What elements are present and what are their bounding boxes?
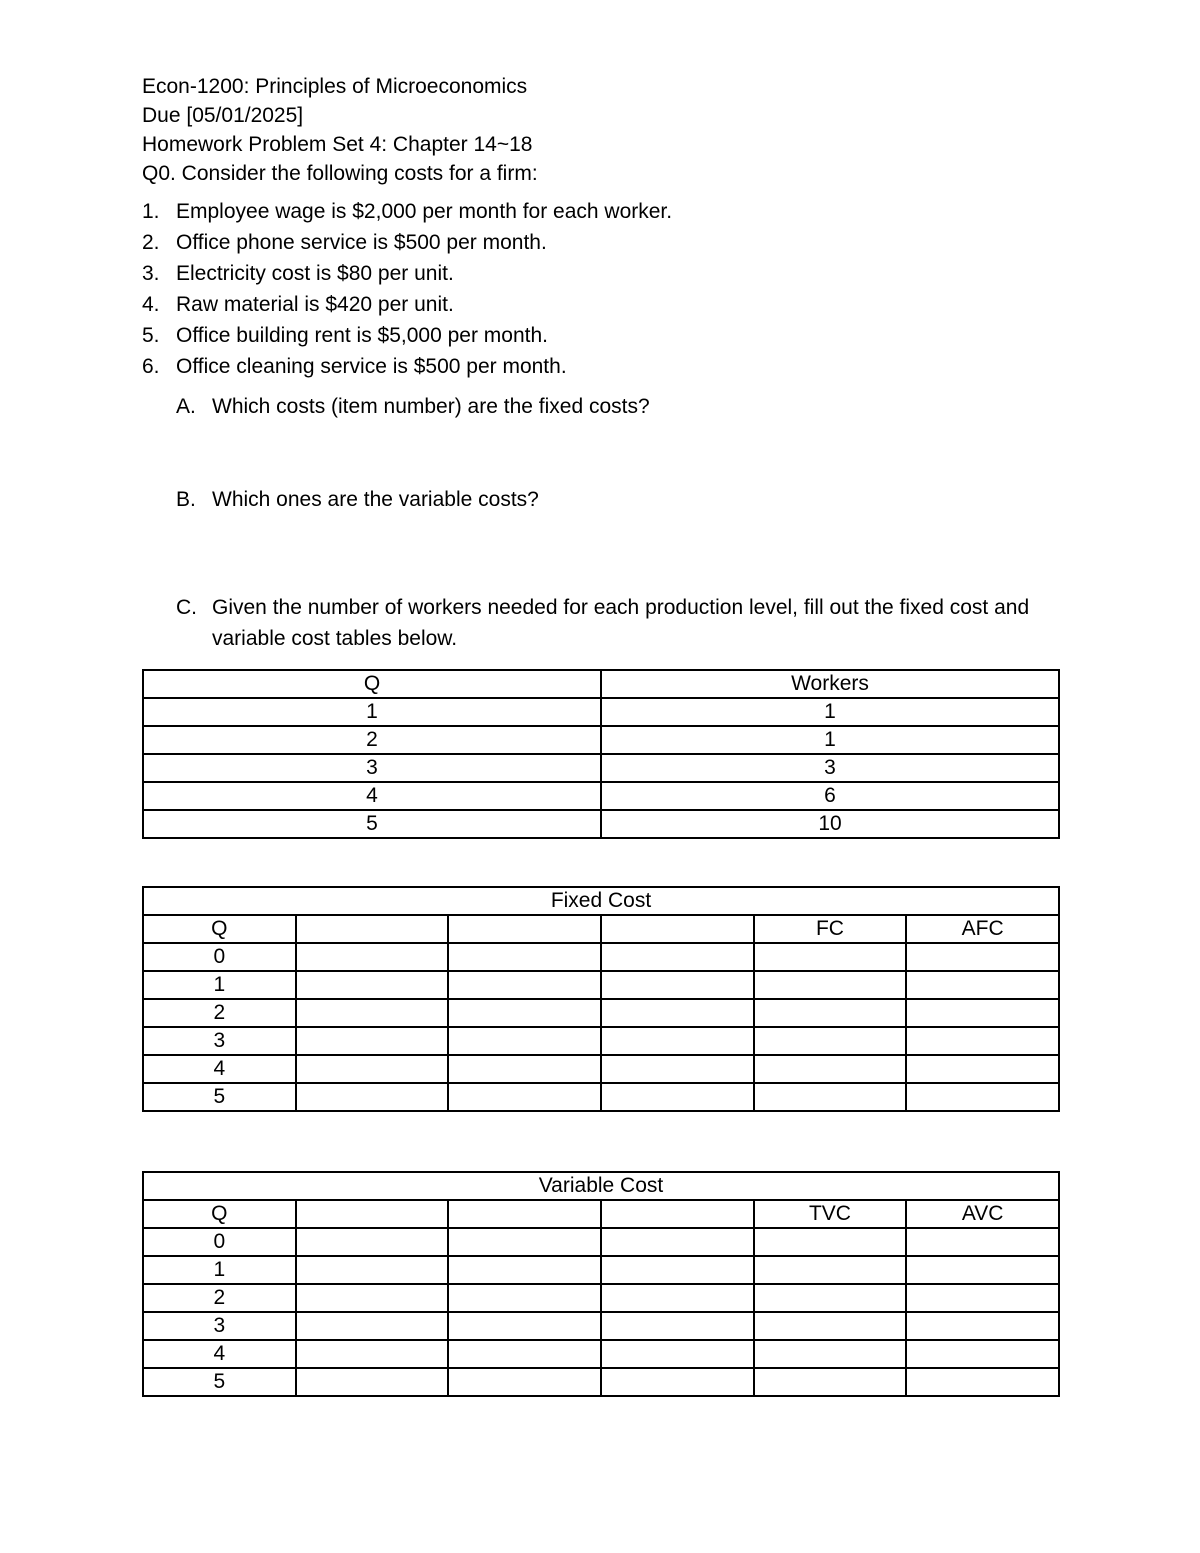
variable-cost-table xyxy=(142,1171,1060,1397)
blank-cell[interactable] xyxy=(296,1368,449,1396)
subquestion-a: A. Which costs (item number) are the fixed costs? xyxy=(176,395,650,418)
cell-workers: 1 xyxy=(601,698,1059,726)
table-title-row xyxy=(143,887,1059,915)
cost-item: 5. Office building rent is $5,000 per month. xyxy=(142,324,549,347)
header-q: Q xyxy=(143,670,601,698)
blank-cell[interactable] xyxy=(296,1340,449,1368)
blank-cell[interactable] xyxy=(601,1083,754,1111)
table-row xyxy=(143,971,1059,999)
tvc-cell[interactable] xyxy=(754,1228,907,1256)
table-header-row xyxy=(143,1200,1059,1228)
header-q: Q xyxy=(143,1200,296,1228)
question-intro: Q0. Consider the following costs for a firm: xyxy=(142,162,538,185)
subquestion-c: C. Given the number of workers needed for each production level, fill out the fixed cost and variable cost tables below. xyxy=(176,596,1030,650)
table-row xyxy=(143,1055,1059,1083)
avc-cell[interactable] xyxy=(906,1340,1059,1368)
cell-q: 0 xyxy=(143,943,296,971)
blank-cell[interactable] xyxy=(601,1228,754,1256)
table-row xyxy=(143,999,1059,1027)
table-row xyxy=(143,1340,1059,1368)
blank-cell[interactable] xyxy=(448,1228,601,1256)
table-header-row xyxy=(143,670,1059,698)
avc-cell[interactable] xyxy=(906,1256,1059,1284)
cost-item: 4. Raw material is $420 per unit. xyxy=(142,293,454,316)
blank-cell[interactable] xyxy=(448,1284,601,1312)
fc-cell[interactable] xyxy=(754,1055,907,1083)
afc-cell[interactable] xyxy=(906,999,1059,1027)
header-afc: AFC xyxy=(906,915,1059,943)
table-row xyxy=(143,726,1059,754)
table-row xyxy=(143,754,1059,782)
blank-cell[interactable] xyxy=(601,1027,754,1055)
cell-q: 5 xyxy=(143,810,601,838)
header-blank xyxy=(601,915,754,943)
tvc-cell[interactable] xyxy=(754,1256,907,1284)
table-row xyxy=(143,1228,1059,1256)
cell-q: 4 xyxy=(143,1055,296,1083)
blank-cell[interactable] xyxy=(296,1256,449,1284)
blank-cell[interactable] xyxy=(448,1083,601,1111)
cell-q: 1 xyxy=(143,1256,296,1284)
cell-q: 1 xyxy=(143,971,296,999)
blank-cell[interactable] xyxy=(448,1027,601,1055)
header-blank xyxy=(601,1200,754,1228)
blank-cell[interactable] xyxy=(296,1228,449,1256)
cell-q: 4 xyxy=(143,1340,296,1368)
blank-cell[interactable] xyxy=(296,1083,449,1111)
table-row xyxy=(143,1312,1059,1340)
blank-cell[interactable] xyxy=(296,1284,449,1312)
table-row xyxy=(143,782,1059,810)
blank-cell[interactable] xyxy=(448,943,601,971)
blank-cell[interactable] xyxy=(296,1027,449,1055)
cell-q: 2 xyxy=(143,726,601,754)
cost-item: 6. Office cleaning service is $500 per month. xyxy=(142,355,567,378)
table-row xyxy=(143,698,1059,726)
variable-cost-title: Variable Cost xyxy=(143,1172,1059,1200)
blank-cell[interactable] xyxy=(601,971,754,999)
fixed-cost-title: Fixed Cost xyxy=(143,887,1059,915)
blank-cell[interactable] xyxy=(601,943,754,971)
tvc-cell[interactable] xyxy=(754,1368,907,1396)
table-title-row xyxy=(143,1172,1059,1200)
afc-cell[interactable] xyxy=(906,943,1059,971)
header-blank xyxy=(448,1200,601,1228)
blank-cell[interactable] xyxy=(296,943,449,971)
blank-cell[interactable] xyxy=(448,1256,601,1284)
afc-cell[interactable] xyxy=(906,1055,1059,1083)
cell-workers: 6 xyxy=(601,782,1059,810)
fixed-cost-table xyxy=(142,886,1060,1112)
header-blank xyxy=(448,915,601,943)
tvc-cell[interactable] xyxy=(754,1340,907,1368)
cost-item-list xyxy=(142,196,1060,382)
blank-cell[interactable] xyxy=(296,971,449,999)
blank-cell[interactable] xyxy=(448,1055,601,1083)
problem-set-title: Homework Problem Set 4: Chapter 14~18 xyxy=(142,133,533,156)
fc-cell[interactable] xyxy=(754,1083,907,1111)
header-blank xyxy=(296,1200,449,1228)
afc-cell[interactable] xyxy=(906,971,1059,999)
table-row xyxy=(143,1027,1059,1055)
tvc-cell[interactable] xyxy=(754,1284,907,1312)
subquestion-b: B. Which ones are the variable costs? xyxy=(176,488,539,511)
table-row xyxy=(143,943,1059,971)
afc-cell[interactable] xyxy=(906,1083,1059,1111)
table-row xyxy=(143,1256,1059,1284)
blank-cell[interactable] xyxy=(448,1368,601,1396)
cell-q: 5 xyxy=(143,1083,296,1111)
blank-cell[interactable] xyxy=(448,1340,601,1368)
header-q: Q xyxy=(143,915,296,943)
table-row xyxy=(143,1368,1059,1396)
blank-cell[interactable] xyxy=(601,1284,754,1312)
blank-cell[interactable] xyxy=(601,1256,754,1284)
cell-q: 3 xyxy=(143,1312,296,1340)
course-title: Econ-1200: Principles of Microeconomics xyxy=(142,75,528,98)
fc-cell[interactable] xyxy=(754,1027,907,1055)
header-blank xyxy=(296,915,449,943)
cell-q: 4 xyxy=(143,782,601,810)
document-page xyxy=(142,72,1060,650)
table-row xyxy=(143,1083,1059,1111)
blank-cell[interactable] xyxy=(448,1312,601,1340)
blank-cell[interactable] xyxy=(448,971,601,999)
blank-cell[interactable] xyxy=(601,999,754,1027)
header-workers: Workers xyxy=(601,670,1059,698)
header-avc: AVC xyxy=(906,1200,1059,1228)
avc-cell[interactable] xyxy=(906,1368,1059,1396)
fc-cell[interactable] xyxy=(754,943,907,971)
cell-q: 2 xyxy=(143,999,296,1027)
avc-cell[interactable] xyxy=(906,1228,1059,1256)
fc-cell[interactable] xyxy=(754,999,907,1027)
table-row xyxy=(143,1284,1059,1312)
table-header-row xyxy=(143,915,1059,943)
blank-cell[interactable] xyxy=(601,1312,754,1340)
avc-cell[interactable] xyxy=(906,1284,1059,1312)
cell-workers: 10 xyxy=(601,810,1059,838)
cost-item: 3. Electricity cost is $80 per unit. xyxy=(142,262,454,285)
cell-q: 0 xyxy=(143,1228,296,1256)
cost-item: 2. Office phone service is $500 per month. xyxy=(142,231,547,254)
cost-item: 1. Employee wage is $2,000 per month for each worker. xyxy=(142,200,673,223)
blank-cell[interactable] xyxy=(296,1055,449,1083)
cell-q: 3 xyxy=(143,754,601,782)
blank-cell[interactable] xyxy=(601,1368,754,1396)
cell-q: 1 xyxy=(143,698,601,726)
due-date: Due [05/01/2025] xyxy=(142,104,304,127)
fc-cell[interactable] xyxy=(754,971,907,999)
cell-q: 5 xyxy=(143,1368,296,1396)
blank-cell[interactable] xyxy=(601,1340,754,1368)
afc-cell[interactable] xyxy=(906,1027,1059,1055)
blank-cell[interactable] xyxy=(296,1312,449,1340)
cell-workers: 1 xyxy=(601,726,1059,754)
header-tvc: TVC xyxy=(754,1200,907,1228)
table-row xyxy=(143,810,1059,838)
cell-q: 2 xyxy=(143,1284,296,1312)
blank-cell[interactable] xyxy=(296,999,449,1027)
cell-workers: 3 xyxy=(601,754,1059,782)
blank-cell[interactable] xyxy=(448,999,601,1027)
workers-table xyxy=(142,669,1060,839)
blank-cell[interactable] xyxy=(601,1055,754,1083)
cell-q: 3 xyxy=(143,1027,296,1055)
tvc-cell[interactable] xyxy=(754,1312,907,1340)
avc-cell[interactable] xyxy=(906,1312,1059,1340)
header-fc: FC xyxy=(754,915,907,943)
